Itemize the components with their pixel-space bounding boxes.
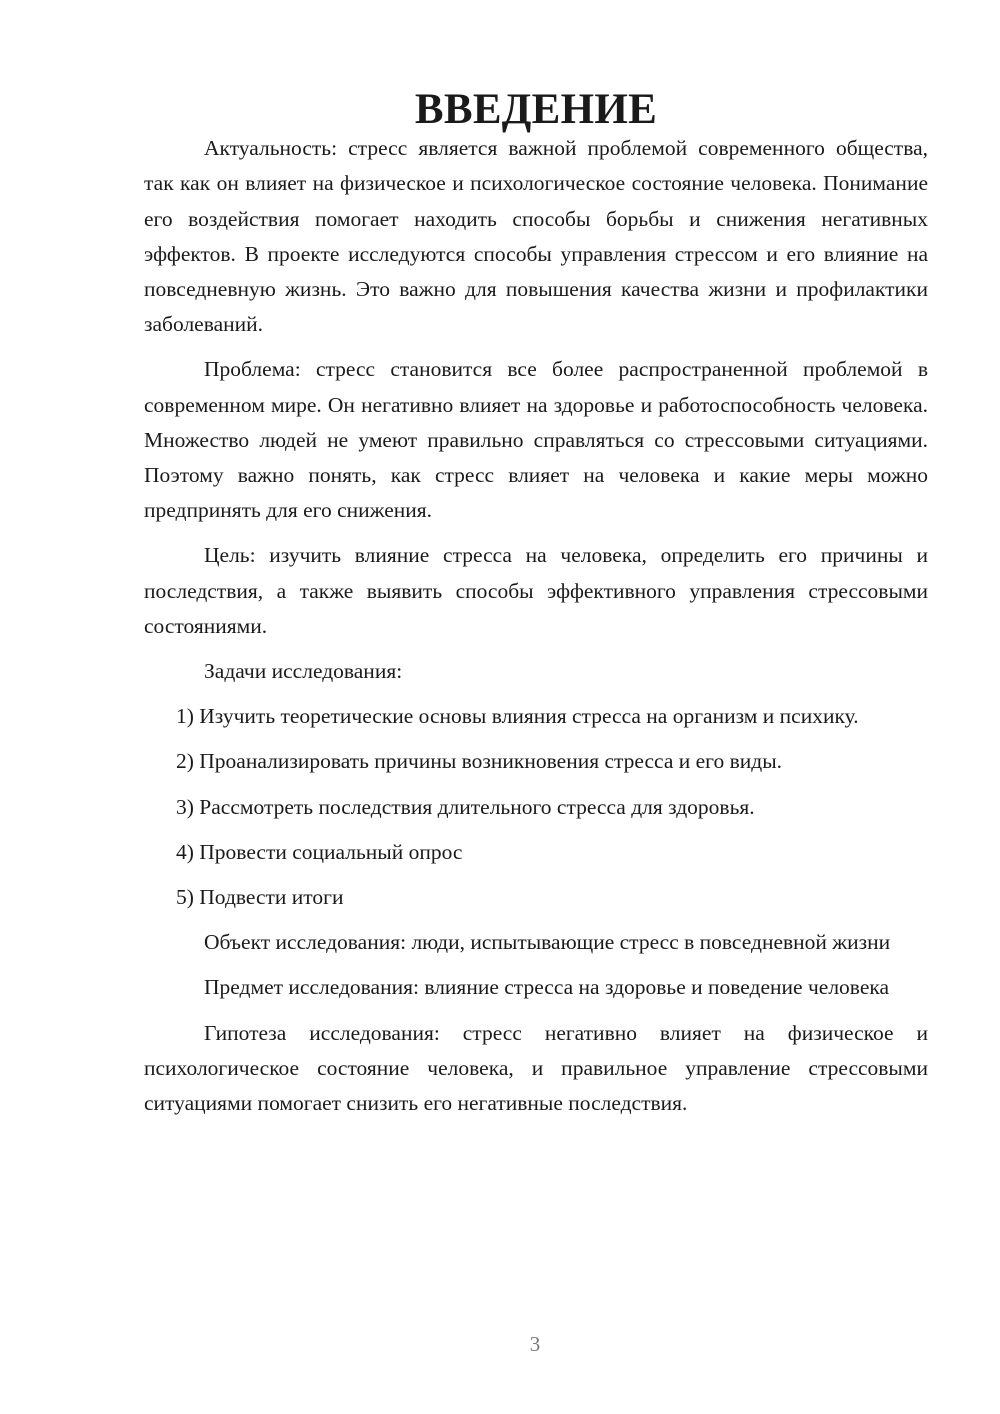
subject-paragraph: Предмет исследования: влияние стресса на здоровье и поведение человека [204, 975, 890, 1000]
page-number: 3 [529, 1332, 541, 1356]
document-page [144, 86, 928, 1131]
tasks-list [144, 699, 928, 915]
task-item: 2) Проанализировать причины возникновения стресса и его виды. [176, 749, 783, 774]
hypothesis-paragraph: Гипотеза исследования: стресс негативно влияет на физическое и психологическое состояние человека, и правильное управление стрессовыми ситуациями помогает снизить его негативные последствия. [144, 1020, 928, 1116]
problem-paragraph: Проблема: стресс становится все более распространенной проблемой в современном мире. Он негативно влияет на здоровье и работоспособность человека. Множество людей не умеют правильно справляться со стрессовыми ситуациями. Поэтому важно понять, как стресс влияет на человека и какие меры можно предпринять для его снижения. [144, 357, 928, 523]
goal-paragraph: Цель: изучить влияние стресса на человека, определить его причины и последствия, а также выявить способы эффективного управления стрессовыми состояниями. [144, 543, 928, 638]
task-item: 1) Изучить теоретические основы влияния стресса на организм и психику. [176, 704, 859, 729]
object-paragraph: Объект исследования: люди, испытывающие стресс в повседневной жизни [204, 930, 891, 955]
task-item: 4) Провести социальный опрос [176, 839, 463, 864]
task-item: 3) Рассмотреть последствия длительного стресса для здоровья. [176, 794, 755, 819]
relevance-paragraph: Актуальность: стресс является важной проблемой современного общества, так как он влияет на физическое и психологическое состояние человека. Понимание его воздействия помогает находить способы борьбы и снижения негативных эффектов. В проекте исследуются способы управления стрессом и его влияние на повседневную жизнь. Это важно для повышения качества жизни и профилактики заболеваний. [144, 136, 928, 337]
tasks-heading: Задачи исследования: [204, 659, 403, 684]
page-title: ВВЕДЕНИЕ [414, 86, 658, 133]
task-item: 5) Подвести итоги [176, 885, 344, 910]
